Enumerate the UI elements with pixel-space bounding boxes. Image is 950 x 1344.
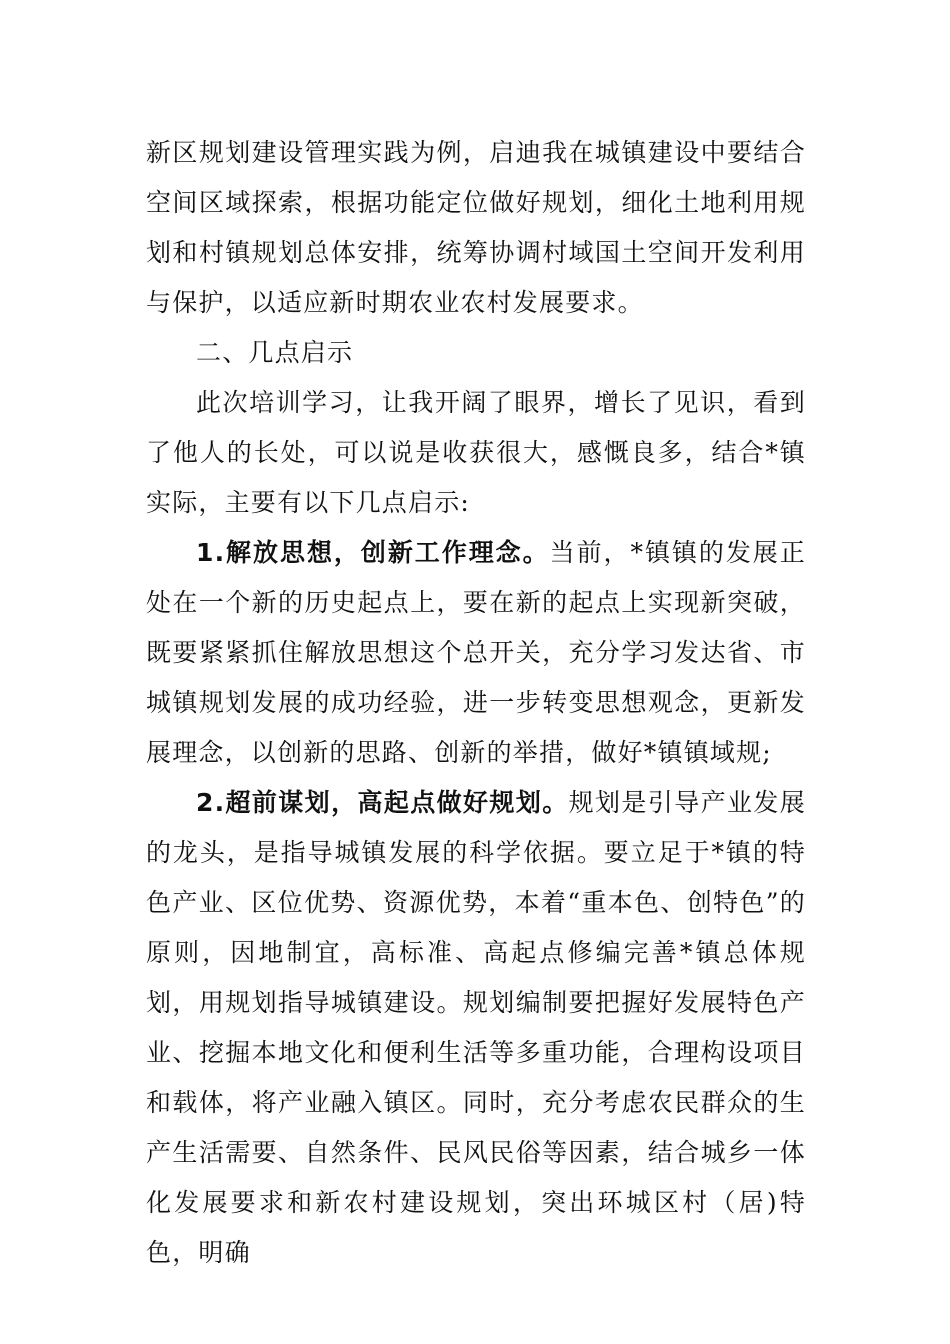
paragraph-intro (146, 378, 806, 528)
paragraph-text: 规划是引导产业发展的龙头，是指导城镇发展的科学依据。要立足于*镇的特色产业、区位优势、资源优势，本着“重本色、创特色”的原则，因地制宜，高标准、高起点修编完善*镇总体规划，用规划指导城镇建设。规划编制要把握好发展特色产业、挖掘本地文化和便利生活等多重功能，合理构设项目和载体，将产业融入镇区。同时，充分考虑农民群众的生产生活需要、自然条件、民风民俗等因素，结合城乡一体化发展要求和新农村建设规划，突出环城区村（居)特色，明确 (146, 788, 806, 1267)
document-body (146, 128, 806, 1278)
paragraph-text: 当前，*镇镇的发展正处在一个新的历史起点上，要在新的起点上实现新突破，既要紧紧抓住解放思想这个总开关，充分学习发达省、市城镇规划发展的成功经验，进一步转变思想观念，更新发展理念，以创新的思路、创新的举措，做好*镇镇域规; (146, 538, 806, 767)
point-lead: 1.解放思想，创新工作理念。 (196, 538, 550, 567)
paragraph-text: 新区规划建设管理实践为例，启迪我在城镇建设中要结合空间区域探索，根据功能定位做好规划，细化土地利用规划和村镇规划总体安排，统筹协调村域国土空间开发利用与保护，以适应新时期农业农村发展要求。 (146, 138, 806, 317)
section-heading: 二、几点启示 (196, 338, 354, 367)
paragraph-text: 此次培训学习，让我开阔了眼界，增长了见识，看到了他人的长处，可以说是收获很大，感慨良多，结合*镇实际，主要有以下几点启示: (146, 388, 806, 517)
paragraph-continuation (146, 128, 806, 328)
paragraph-point-2 (146, 778, 806, 1278)
paragraph-point-1 (146, 528, 806, 778)
point-lead: 2.超前谋划，高起点做好规划。 (196, 788, 569, 817)
